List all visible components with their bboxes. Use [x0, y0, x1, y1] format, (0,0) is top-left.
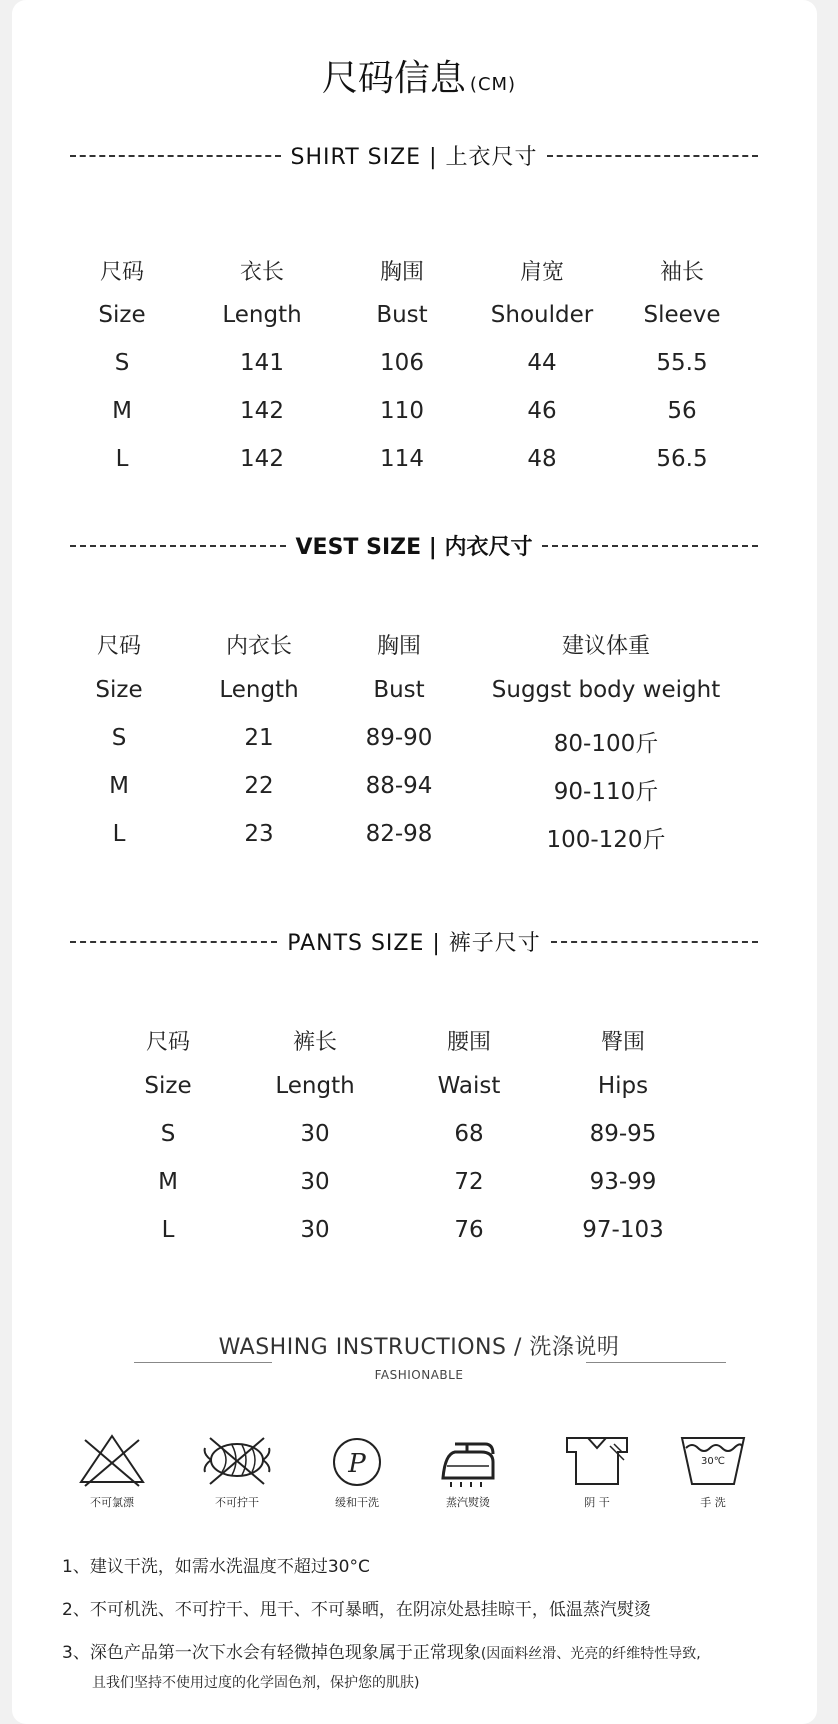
table-header-en: Hips — [597, 1073, 649, 1099]
gentle-dry-clean-icon — [322, 1432, 392, 1488]
vest-size-label: VEST SIZE | 内衣尺寸 — [295, 535, 533, 560]
care-note-3-main: 3、深色产品第一次下水会有轻微掉色现象属于正常现象 — [62, 1643, 481, 1663]
table-cell: 106 — [380, 350, 424, 376]
table-cell: 82-98 — [365, 821, 433, 847]
table-header-en: Waist — [437, 1073, 501, 1099]
table-cell: M — [112, 398, 132, 424]
table-cell: S — [111, 725, 127, 751]
washing-title: WASHING INSTRUCTIONS / 洗涤说明 — [218, 1335, 620, 1360]
dashed-divider-left — [70, 941, 277, 943]
table-cell: L — [112, 821, 126, 847]
table-cell: 30 — [300, 1217, 330, 1243]
dashed-divider-left — [70, 155, 281, 157]
pants-size-label: PANTS SIZE | 裤子尺寸 — [287, 931, 541, 956]
table-cell: L — [115, 446, 129, 472]
steam-iron-icon — [433, 1432, 503, 1488]
table-cell: M — [109, 773, 129, 799]
table-header-en: Size — [95, 677, 143, 703]
dashed-divider-right — [542, 545, 758, 547]
care-note-3 — [62, 1638, 701, 1663]
table-cell: 22 — [244, 773, 274, 799]
table-header-zh: 臀围 — [600, 1030, 646, 1055]
dashed-divider-left — [70, 545, 286, 547]
table-cell: 56 — [667, 398, 697, 424]
shirt-size-label: SHIRT SIZE | 上衣尺寸 — [290, 145, 538, 170]
table-header-en: Suggst body weight — [491, 677, 721, 703]
table-cell: 30 — [300, 1169, 330, 1195]
care-note-1: 1、建议干洗，如需水洗温度不超过30°C — [62, 1557, 370, 1577]
hand-wash-temp: 30℃ — [701, 1456, 725, 1467]
table-cell: L — [161, 1217, 175, 1243]
table-cell: M — [158, 1169, 178, 1195]
table-cell: 89-95 — [589, 1121, 657, 1147]
table-header-en: Length — [275, 1073, 355, 1099]
table-cell: 114 — [380, 446, 424, 472]
table-header-zh: 尺码 — [99, 260, 145, 285]
table-cell: 100-120斤 — [546, 827, 666, 853]
table-cell: 46 — [527, 398, 557, 424]
hand-wash-label: 手 洗 — [700, 1496, 726, 1509]
table-cell: S — [114, 350, 130, 376]
table-header-zh: 尺码 — [145, 1030, 191, 1055]
table-header-en: Shoulder — [490, 302, 594, 328]
table-cell: 56.5 — [656, 446, 708, 472]
care-note-2: 2、不可机洗、不可拧干、甩干、不可暴晒，在阴凉处悬挂晾干，低温蒸汽熨烫 — [62, 1600, 651, 1620]
table-header-zh: 尺码 — [96, 634, 142, 659]
table-cell: 72 — [454, 1169, 484, 1195]
svg-text:P: P — [348, 1449, 366, 1479]
table-header-zh: 袖长 — [659, 260, 705, 285]
care-note-3-aside: (因面料丝滑、光亮的纤维特性导致, — [480, 1646, 701, 1662]
table-cell: 55.5 — [656, 350, 708, 376]
washing-subtitle: FASHIONABLE — [374, 1368, 464, 1382]
table-cell: 110 — [380, 398, 424, 424]
table-cell: 48 — [527, 446, 557, 472]
washing-underline-right — [586, 1362, 726, 1363]
no-wring-icon — [202, 1432, 272, 1488]
table-cell: S — [160, 1121, 176, 1147]
table-header-zh: 胸围 — [379, 260, 425, 285]
table-cell: 142 — [240, 398, 284, 424]
table-cell: 88-94 — [365, 773, 433, 799]
table-cell: 80-100斤 — [553, 731, 659, 757]
table-cell: 68 — [454, 1121, 484, 1147]
no-bleach-label: 不可氯漂 — [90, 1496, 134, 1509]
table-header-zh: 衣长 — [239, 260, 285, 285]
table-cell: 23 — [244, 821, 274, 847]
table-cell: 97-103 — [582, 1217, 664, 1243]
table-cell: 90-110斤 — [553, 779, 659, 805]
table-header-zh: 建议体重 — [561, 634, 651, 659]
table-header-zh: 裤长 — [292, 1030, 338, 1055]
table-header-en: Size — [144, 1073, 192, 1099]
table-header-en: Length — [219, 677, 299, 703]
table-header-zh: 胸围 — [376, 634, 422, 659]
page-title — [0, 50, 838, 101]
table-header-en: Length — [222, 302, 302, 328]
table-cell: 141 — [240, 350, 284, 376]
steam-iron-label: 蒸汽熨烫 — [446, 1496, 490, 1509]
no-wring-label: 不可拧干 — [215, 1496, 259, 1509]
care-note-3-continued: 且我们坚持不使用过度的化学固色剂，保护您的肌肤) — [92, 1675, 420, 1691]
dashed-divider-right — [551, 941, 758, 943]
table-cell: 76 — [454, 1217, 484, 1243]
vest-size-heading — [60, 530, 768, 561]
pants-size-heading — [60, 926, 768, 957]
table-cell: 44 — [527, 350, 557, 376]
gentle-dry-clean-label: 缓和干洗 — [335, 1496, 379, 1509]
table-header-en: Bust — [376, 302, 428, 328]
no-bleach-icon — [77, 1432, 147, 1488]
table-header-en: Size — [98, 302, 146, 328]
title-main: 尺码信息 — [321, 58, 466, 99]
title-unit: (CM) — [469, 74, 517, 95]
dashed-divider-right — [547, 155, 758, 157]
shirt-size-heading — [60, 140, 768, 171]
washing-underline-left — [134, 1362, 272, 1363]
table-header-en: Sleeve — [643, 302, 721, 328]
table-cell: 89-90 — [365, 725, 433, 751]
table-header-en: Bust — [373, 677, 425, 703]
table-header-zh: 内衣长 — [225, 634, 293, 659]
table-cell: 30 — [300, 1121, 330, 1147]
shade-dry-label: 阴 干 — [584, 1496, 610, 1509]
shade-dry-icon — [562, 1432, 632, 1488]
table-cell: 21 — [244, 725, 274, 751]
table-header-zh: 肩宽 — [519, 260, 565, 285]
table-header-zh: 腰围 — [446, 1030, 492, 1055]
table-cell: 142 — [240, 446, 284, 472]
table-cell: 93-99 — [589, 1169, 657, 1195]
